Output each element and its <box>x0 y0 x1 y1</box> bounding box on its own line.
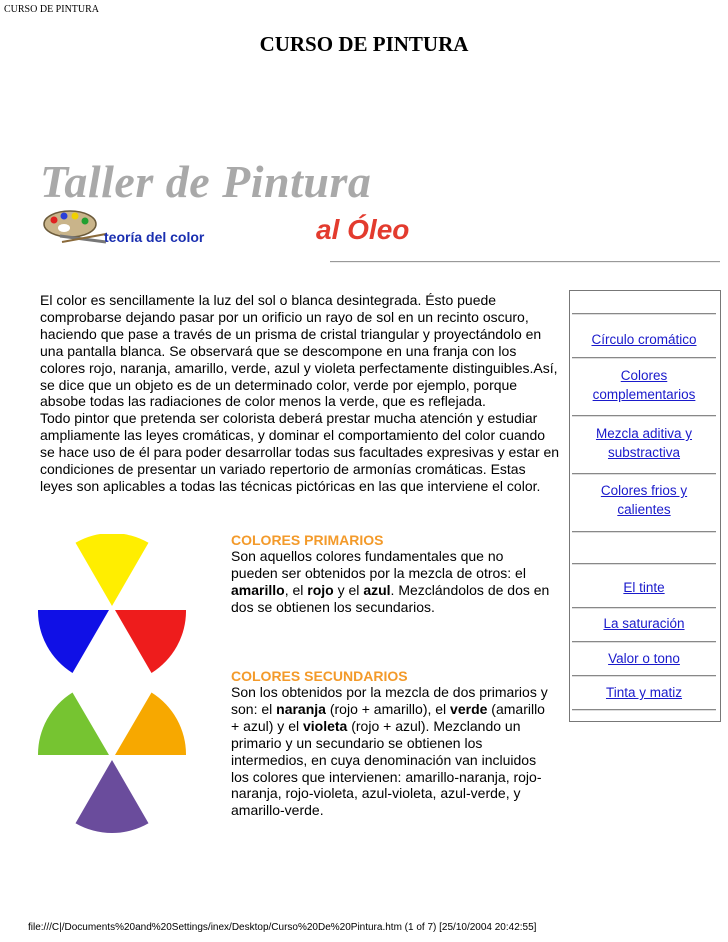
green-sector <box>38 693 109 756</box>
page-footer-path: file:///C|/Documents%20and%20Settings/inex/Desktop/Curso%20De%20Pintura.htm (1 of 7) [25/10/2004 20:42:55] <box>28 922 537 933</box>
secondary-title: COLORES SECUNDARIOS <box>231 668 408 684</box>
secondary-colors-wheel <box>38 684 186 834</box>
nav-separator <box>572 641 716 643</box>
nav-item-tinta-matiz[interactable]: Tinta y matiz <box>605 685 683 700</box>
nav-separator <box>572 531 716 533</box>
nav-item-valor-tono[interactable]: Valor o tono <box>608 651 680 666</box>
nav-separator <box>572 709 716 711</box>
nav-item-tinte[interactable]: El tinte <box>623 580 665 595</box>
nav-item-mezcla[interactable]: Mezcla aditiva y substractiva <box>595 426 693 460</box>
page-title: CURSO DE PINTURA <box>259 32 469 56</box>
intro-paragraph-2: Todo pintor que pretenda ser colorista deberá prestar mucha atención y estudiar ampliamente las leyes cromáticas, y dominar el comportamiento del color cuando se hace uso de él para poder desarrollar todas sus facultades expresivas y estar en condiciones de presentar un variado repertorio de armonías cromáticas. Estas leyes son aplicables a todas las técnicas pictóricas en las que interviene el color. <box>40 410 560 494</box>
nav-separator <box>572 415 716 417</box>
secondary-section <box>231 668 551 819</box>
nav-item-complementarios[interactable]: Colores complementarios <box>592 368 696 402</box>
banner-subtitle: teoría del color <box>104 229 205 245</box>
running-header: CURSO DE PINTURA <box>4 4 100 15</box>
primary-section <box>231 532 551 616</box>
orange-sector <box>115 693 186 756</box>
intro-text <box>40 292 560 495</box>
primary-colors-wheel <box>38 534 186 684</box>
banner-oleo: al Óleo <box>316 214 410 245</box>
banner-title: Taller de Pintura <box>40 156 372 207</box>
nav-separator <box>572 563 716 565</box>
nav-separator <box>572 473 716 475</box>
nav-item-saturacion[interactable]: La saturación <box>603 616 685 631</box>
nav-separator <box>572 675 716 677</box>
violet-sector <box>76 760 149 833</box>
secondary-description: Son los obtenidos por la mezcla de dos primarios y son: el naranja (rojo + amarillo), el verde (amarillo + azul) y el violeta (rojo + azul). Mezclando un primario y un secundario se obtienen los intermedios, en cuya denominación van incluidos los colores que intervienen: amarillo-naranja, rojo-naranja, rojo-violeta, azul-violeta, azul-verde, y amarillo-verde. <box>231 684 548 819</box>
palette-icon <box>40 206 110 246</box>
primary-description: Son aquellos colores fundamentales que no pueden ser obtenidos por la mezcla de otros: el amarillo, el rojo y el azul. Mezclándolos de dos en dos se obtienen los secundarios. <box>231 548 550 615</box>
nav-item-circulo-cromatico[interactable]: Círculo cromático <box>591 332 697 347</box>
red-sector <box>115 610 186 673</box>
primary-title: COLORES PRIMARIOS <box>231 532 384 548</box>
nav-item-frios-calientes[interactable]: Colores frios y calientes <box>600 483 688 517</box>
divider <box>330 261 720 263</box>
topics-nav <box>569 290 721 722</box>
blue-sector <box>38 610 109 673</box>
nav-separator <box>572 607 716 609</box>
yellow-sector <box>76 534 149 606</box>
nav-separator <box>572 313 716 315</box>
nav-separator <box>572 357 716 359</box>
intro-paragraph-1: El color es sencillamente la luz del sol o blanca desintegrada. Ésto puede comprobarse dejando pasar por un orificio un rayo de sol en un recinto oscuro, haciendo que pase a través de un prisma de cristal triangular y proyectándolo en una pantalla blanca. Se observará que se descompone en una franja con los colores rojo, naranja, amarillo, verde, azul y violeta perfectamente distinguibles.Así, se dice que un objeto es de un determinado color, verde por ejemplo, porque absobe todas las radiaciones de color menos la verde, que es reflejada. <box>40 292 558 410</box>
